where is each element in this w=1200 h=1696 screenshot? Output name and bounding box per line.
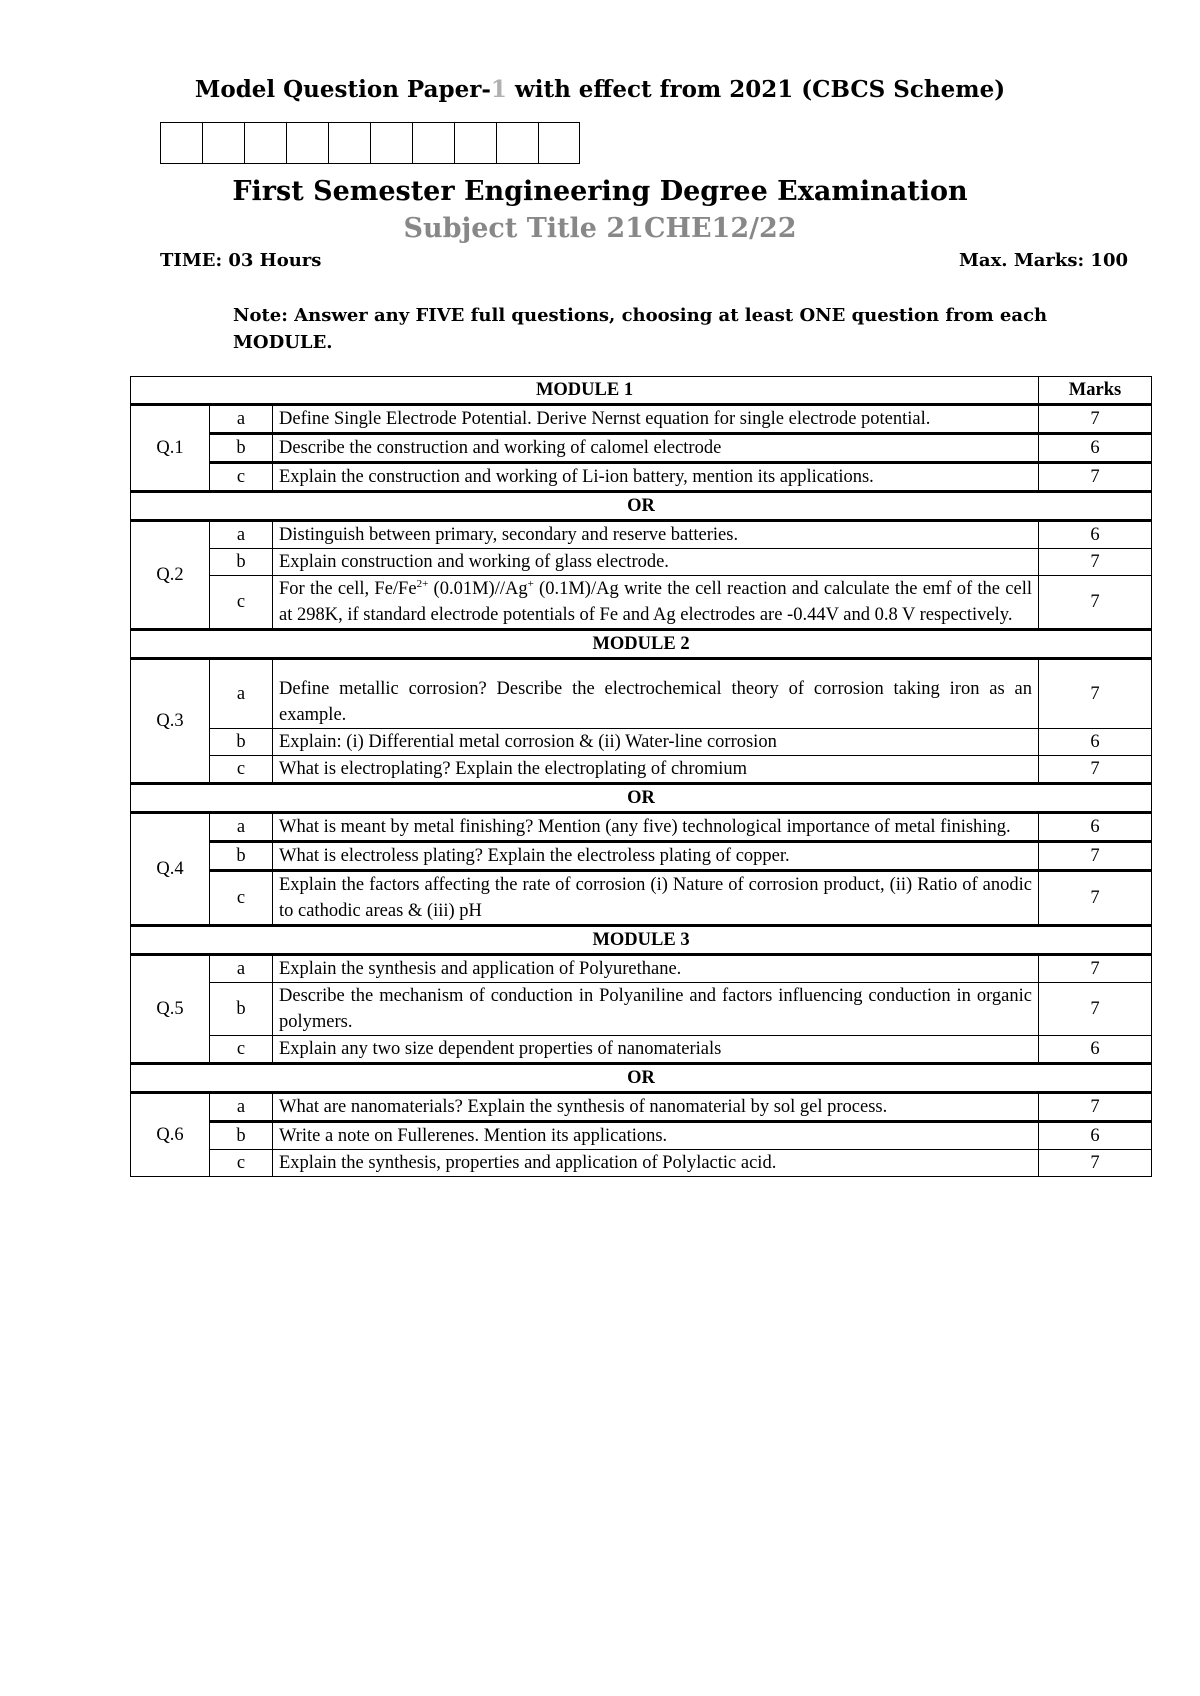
table-row — [131, 983, 1152, 1036]
question-marks: 7 — [1039, 983, 1152, 1036]
question-marks: 7 — [1039, 576, 1152, 630]
part-label: a — [210, 405, 273, 434]
table-row — [131, 549, 1152, 576]
table-row — [131, 1036, 1152, 1064]
usn-box — [496, 122, 538, 164]
paper-title — [0, 76, 1200, 103]
question-marks: 6 — [1039, 1036, 1152, 1064]
question-marks: 6 — [1039, 1122, 1152, 1150]
question-marks: 7 — [1039, 1150, 1152, 1177]
or-row — [131, 784, 1152, 813]
or-row — [131, 492, 1152, 521]
part-label: c — [210, 1036, 273, 1064]
question-marks: 6 — [1039, 729, 1152, 756]
question-marks: 7 — [1039, 871, 1152, 926]
question-number: Q.1 — [131, 405, 210, 492]
usn-box — [454, 122, 496, 164]
title-suffix: with effect from 2021 (CBCS Scheme) — [506, 76, 1006, 103]
usn-box — [412, 122, 454, 164]
question-table — [130, 376, 1152, 1177]
module-header-row — [131, 377, 1152, 405]
table-row — [131, 842, 1152, 871]
instruction-note: Note: Answer any FIVE full questions, choosing at least ONE question from each MODULE. — [233, 305, 1048, 353]
question-text: Explain construction and working of glass electrode. — [273, 549, 1039, 576]
text-fragment: (0.1M)/Ag write the cell reaction and calculate the emf of the cell at 298K, if standard electrode potentials of Fe and Ag electrodes are -0.44V and 0.8 V respectively. — [279, 579, 1032, 625]
part-label: b — [210, 983, 273, 1036]
question-text: What is electroplating? Explain the electroplating of chromium — [273, 756, 1039, 784]
part-label: c — [210, 1150, 273, 1177]
module-row — [131, 630, 1152, 659]
question-text: Define Single Electrode Potential. Derive Nernst equation for single electrode potential. — [273, 405, 1039, 434]
question-text: Distinguish between primary, secondary and reserve batteries. — [273, 521, 1039, 549]
or-separator: OR — [131, 784, 1152, 813]
part-label: b — [210, 729, 273, 756]
table-row — [131, 463, 1152, 492]
table-row — [131, 1150, 1152, 1177]
question-text: Explain: (i) Differential metal corrosion & (ii) Water-line corrosion — [273, 729, 1039, 756]
usn-box — [244, 122, 286, 164]
part-label: b — [210, 434, 273, 463]
question-marks: 6 — [1039, 434, 1152, 463]
part-label: b — [210, 549, 273, 576]
part-label: c — [210, 576, 273, 630]
usn-box — [328, 122, 370, 164]
table-row — [131, 955, 1152, 983]
question-marks: 7 — [1039, 756, 1152, 784]
text-fragment: (0.01M)//Ag — [428, 579, 528, 599]
question-number: Q.4 — [131, 813, 210, 926]
exam-title: First Semester Engineering Degree Examination — [232, 176, 968, 207]
max-marks-label: Max. Marks: 100 — [958, 250, 1128, 271]
superscript: + — [527, 577, 534, 590]
or-separator: OR — [131, 1064, 1152, 1093]
question-marks: 7 — [1039, 405, 1152, 434]
question-text: What are nanomaterials? Explain the synthesis of nanomaterial by sol gel process. — [273, 1093, 1039, 1122]
question-text: Explain the synthesis, properties and application of Polylactic acid. — [273, 1150, 1039, 1177]
part-label: a — [210, 521, 273, 549]
usn-box — [202, 122, 244, 164]
question-marks: 7 — [1039, 842, 1152, 871]
question-text — [273, 576, 1039, 630]
question-text: What is electroless plating? Explain the electroless plating of copper. — [273, 842, 1039, 871]
table-row — [131, 871, 1152, 926]
table-row — [131, 659, 1152, 729]
marks-header: Marks — [1039, 377, 1152, 405]
question-number: Q.6 — [131, 1093, 210, 1177]
question-marks: 6 — [1039, 813, 1152, 842]
question-marks: 7 — [1039, 955, 1152, 983]
question-text: Define metallic corrosion? Describe the electrochemical theory of corrosion taking iron as an example. — [273, 659, 1039, 729]
table-row — [131, 405, 1152, 434]
usn-boxes — [160, 122, 580, 164]
question-number: Q.3 — [131, 659, 210, 784]
superscript: 2+ — [416, 577, 429, 590]
part-label: c — [210, 463, 273, 492]
table-row — [131, 1093, 1152, 1122]
question-text: Describe the mechanism of conduction in Polyaniline and factors influencing conduction in organic polymers. — [273, 983, 1039, 1036]
table-row — [131, 576, 1152, 630]
question-number: Q.2 — [131, 521, 210, 630]
part-label: b — [210, 1122, 273, 1150]
question-text: What is meant by metal finishing? Mention (any five) technological importance of metal finishing. — [273, 813, 1039, 842]
text-fragment: For the cell, Fe/Fe — [279, 579, 417, 599]
question-marks: 6 — [1039, 521, 1152, 549]
usn-box — [538, 122, 580, 164]
table-row — [131, 813, 1152, 842]
part-label: a — [210, 955, 273, 983]
title-number: 1 — [490, 76, 507, 103]
module-row — [131, 926, 1152, 955]
question-marks: 7 — [1039, 549, 1152, 576]
part-label: a — [210, 659, 273, 729]
usn-box — [286, 122, 328, 164]
question-text: Explain the construction and working of Li-ion battery, mention its applications. — [273, 463, 1039, 492]
part-label: a — [210, 813, 273, 842]
part-label: c — [210, 871, 273, 926]
question-number: Q.5 — [131, 955, 210, 1064]
question-text: Describe the construction and working of calomel electrode — [273, 434, 1039, 463]
table-row — [131, 1122, 1152, 1150]
question-text: Explain the synthesis and application of Polyurethane. — [273, 955, 1039, 983]
part-label: a — [210, 1093, 273, 1122]
usn-box — [160, 122, 202, 164]
question-text: Explain any two size dependent properties of nanomaterials — [273, 1036, 1039, 1064]
question-text: Write a note on Fullerenes. Mention its applications. — [273, 1122, 1039, 1150]
or-row — [131, 1064, 1152, 1093]
table-row — [131, 434, 1152, 463]
question-marks: 7 — [1039, 1093, 1152, 1122]
question-marks: 7 — [1039, 463, 1152, 492]
or-separator: OR — [131, 492, 1152, 521]
subject-title: Subject Title 21CHE12/22 — [403, 213, 797, 244]
title-prefix: Model Question Paper- — [194, 76, 491, 103]
table-row — [131, 756, 1152, 784]
part-label: b — [210, 842, 273, 871]
question-marks: 7 — [1039, 659, 1152, 729]
module-2-heading: MODULE 2 — [131, 630, 1152, 659]
module-1-heading: MODULE 1 — [131, 377, 1039, 405]
module-3-heading: MODULE 3 — [131, 926, 1152, 955]
part-label: c — [210, 756, 273, 784]
time-label: TIME: 03 Hours — [160, 250, 322, 271]
table-row — [131, 521, 1152, 549]
table-row — [131, 729, 1152, 756]
question-text: Explain the factors affecting the rate of corrosion (i) Nature of corrosion product, (ii) Ratio of anodic to cathodic areas & (iii) pH — [273, 871, 1039, 926]
usn-box — [370, 122, 412, 164]
